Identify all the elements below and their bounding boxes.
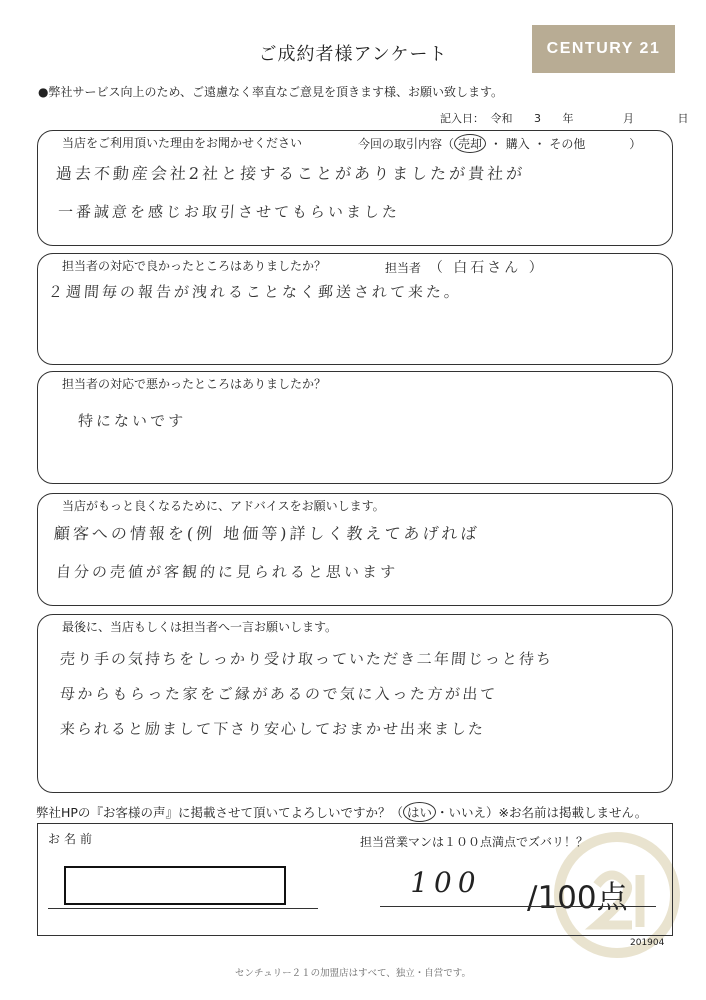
score-out-of: /100点 bbox=[527, 880, 628, 916]
section-good bbox=[37, 253, 673, 365]
consent-close-paren: ） bbox=[486, 805, 499, 820]
date-label: 記入日： bbox=[440, 112, 484, 125]
section-message bbox=[37, 614, 673, 793]
section-reason bbox=[37, 130, 673, 246]
name-underline bbox=[48, 908, 318, 909]
date-era: 令和 bbox=[490, 112, 513, 125]
transaction-separator: ・ bbox=[489, 137, 502, 151]
transaction-close-paren: ） bbox=[629, 137, 642, 151]
answer-reason-line-2: 一番誠意を感じお取引させてもらいました bbox=[57, 203, 401, 221]
score-value: 100 bbox=[407, 866, 485, 899]
question-reason: 当店をご利用頂いた理由をお聞かせください bbox=[62, 136, 303, 150]
answer-advice-line-1: 顧客への情報を(例 地価等)詳しく教えてあげれば bbox=[53, 524, 481, 543]
transaction-option-purchase: 購入 bbox=[505, 137, 530, 151]
consent-yes: はい bbox=[403, 802, 436, 822]
answer-bad-line-1: 特にないです bbox=[77, 412, 187, 430]
question-message: 最後に、当店もしくは担当者へ一言お願いします。 bbox=[62, 620, 338, 634]
answer-message-line-3: 来られると励まして下さり安心しておまかせ出来ました bbox=[59, 720, 486, 738]
score-question: 担当営業マンは１００点満点でズバリ！？ bbox=[360, 835, 589, 849]
date-year: 年 bbox=[562, 112, 574, 125]
staff-label: 担当者 bbox=[385, 261, 422, 275]
question-bad: 担当者の対応で悪かったところはありましたか？ bbox=[62, 377, 327, 391]
transaction-option-sale: 売却 bbox=[454, 134, 486, 153]
transaction-type bbox=[358, 134, 641, 153]
century21-logo: CENTURY 21 bbox=[532, 25, 675, 73]
name-label: お名前 bbox=[48, 832, 97, 846]
staff-name: （ 白石さん ） bbox=[428, 260, 546, 276]
section-advice bbox=[37, 493, 673, 606]
footer-note: センチュリー２１の加盟店はすべて、独立・自営です。 bbox=[234, 968, 472, 979]
answer-message-line-2: 母からもらった家をご縁があるので気に入った方が出て bbox=[59, 685, 499, 703]
date-day: 日 bbox=[677, 112, 689, 125]
redacted-name bbox=[64, 866, 286, 905]
answer-message-line-1: 売り手の気持ちをしっかり受け取っていただき二年間じっと待ち bbox=[59, 650, 554, 668]
answer-reason-line-1: 過去不動産会社2社と接することがありましたが貴社が bbox=[55, 164, 526, 183]
consent-open-paren: （ bbox=[390, 805, 403, 820]
section-bad bbox=[37, 371, 673, 484]
consent-row bbox=[36, 802, 647, 822]
transaction-label: 今回の取引内容 bbox=[358, 137, 443, 151]
transaction-option-other: その他 bbox=[549, 137, 586, 151]
answer-good-line-1: ２週間毎の報告が洩れることなく郵送されて来た。 bbox=[47, 283, 463, 301]
consent-question: 弊社HPの『お客様の声』に掲載させて頂いてよろしいですか？ bbox=[36, 805, 391, 820]
staff-field bbox=[385, 257, 546, 277]
intro-text: ●弊社サービス向上のため、ご遠慮なく率直なご意見を頂きます様、お願い致します。 bbox=[38, 85, 504, 99]
score-underline bbox=[380, 906, 656, 907]
question-good: 担当者の対応で良かったところはありましたか？ bbox=[62, 259, 327, 273]
date-row bbox=[440, 110, 689, 126]
date-year-value: 3 bbox=[534, 112, 541, 125]
transaction-open-paren: （ bbox=[442, 137, 455, 151]
question-advice: 当店がもっと良くなるために、アドバイスをお願いします。 bbox=[62, 499, 385, 513]
form-title: ご成約者様アンケート bbox=[258, 44, 448, 65]
consent-no: いいえ bbox=[448, 805, 487, 820]
consent-note: ※お名前は掲載しません。 bbox=[498, 805, 648, 820]
answer-advice-line-2: 自分の売値が客観的に見られると思います bbox=[55, 563, 399, 581]
form-code: 201904 bbox=[630, 938, 665, 948]
date-month: 月 bbox=[623, 112, 634, 125]
transaction-separator: ・ bbox=[533, 137, 546, 151]
consent-separator: ・ bbox=[435, 805, 449, 820]
